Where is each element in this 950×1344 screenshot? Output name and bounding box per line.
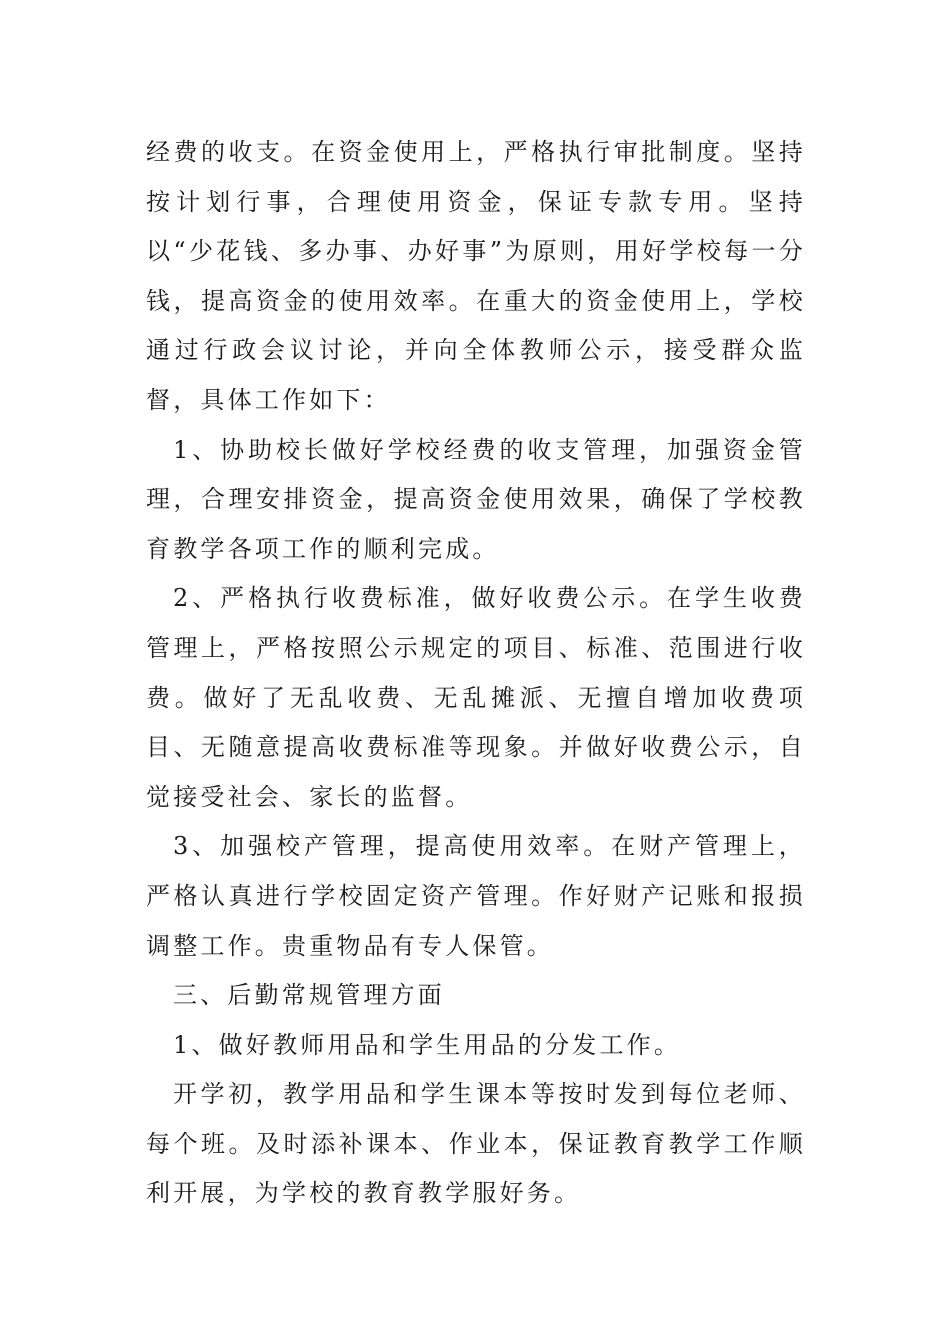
document-body bbox=[146, 128, 806, 1219]
paragraph-item-1-budget: 1、协助校长做好学校经费的收支管理，加强资金管理，合理安排资金，提高资金使用效果，确保了学校教育教学各项工作的顺利完成。 bbox=[146, 435, 806, 563]
paragraph-item-3-assets: 3、加强校产管理，提高使用效率。在财产管理上，严格认真进行学校固定资产管理。作好财产记账和报损调整工作。贵重物品有专人保管。 bbox=[146, 832, 806, 960]
paragraph-term-start: 开学初，教学用品和学生课本等按时发到每位老师、每个班。及时添补课本、作业本，保证教育教学工作顺利开展，为学校的教育教学服好务。 bbox=[146, 1080, 806, 1208]
paragraph-funds-intro: 经费的收支。在资金使用上，严格执行审批制度。坚持按计划行事，合理使用资金，保证专款专用。坚持以“少花钱、多办事、办好事”为原则，用好学校每一分钱，提高资金的使用效率。在重大的资金使用上，学校通过行政会议讨论，并向全体教师公示，接受群众监督，具体工作如下： bbox=[146, 138, 806, 414]
paragraph-logistics-item-1: 1、做好教师用品和学生用品的分发工作。 bbox=[173, 1030, 682, 1059]
paragraph-item-2-fees: 2、严格执行收费标准，做好收费公示。在学生收费管理上，严格按照公示规定的项目、标准、范围进行收费。做好了无乱收费、无乱摊派、无擅自增加收费项目、无随意提高收费标准等现象。并做好收费公示，自觉接受社会、家长的监督。 bbox=[146, 584, 806, 811]
section-heading-logistics: 三、后勤常规管理方面 bbox=[173, 981, 445, 1010]
